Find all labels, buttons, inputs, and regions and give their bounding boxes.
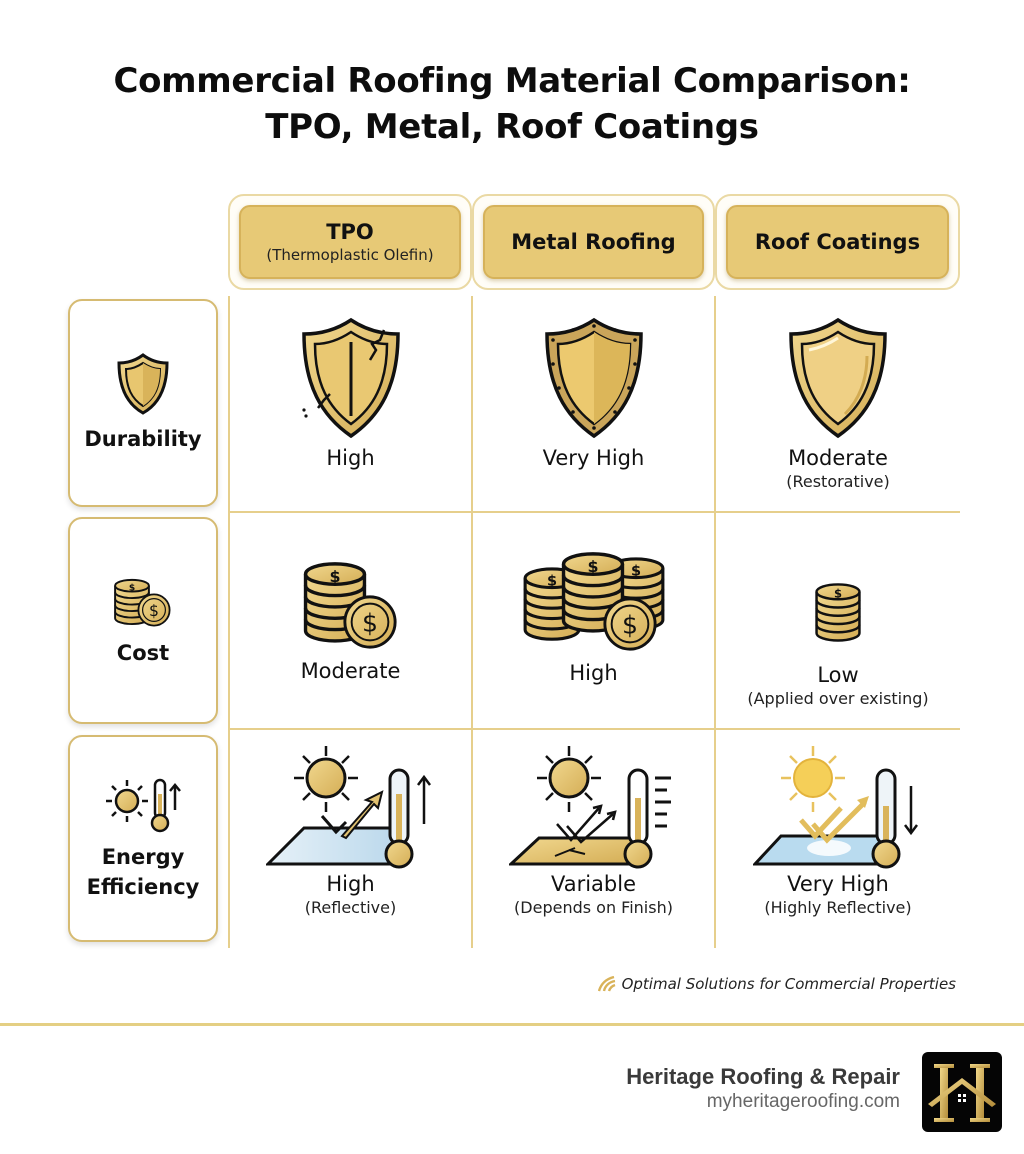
cell-tpo-energy xyxy=(230,744,471,917)
footer-divider xyxy=(0,1023,1024,1026)
row-label: Energy Efficiency xyxy=(86,844,200,899)
column-sublabel: (Thermoplastic Olefin) xyxy=(266,246,434,264)
cell-note: (Reflective) xyxy=(304,898,397,917)
cell-coatings-cost xyxy=(716,577,960,708)
cracked-shield-icon xyxy=(296,316,406,440)
cell-note: (Depends on Finish) xyxy=(514,898,673,917)
cell-value: Variable xyxy=(550,872,637,896)
row-header-cost xyxy=(68,517,218,724)
cell-value: High xyxy=(326,446,375,470)
cell-value: Very High xyxy=(787,872,889,896)
grid-divider xyxy=(228,728,960,730)
column-header-metal xyxy=(472,194,715,290)
house-h-logo-icon xyxy=(922,1052,1002,1132)
tagline-text: Optimal Solutions for Commercial Properties xyxy=(621,975,956,993)
cell-metal-durability xyxy=(473,316,714,470)
cell-note: (Highly Reflective) xyxy=(764,898,912,917)
sun-metal-thermometer-scale-icon xyxy=(509,744,679,870)
title-line-1: Commercial Roofing Material Comparison: xyxy=(113,61,911,101)
row-header-energy-efficiency xyxy=(68,735,218,942)
brand-name: Heritage Roofing & Repair xyxy=(626,1064,900,1089)
cell-tpo-durability xyxy=(230,316,471,470)
column-header-coatings xyxy=(715,194,960,290)
page-title xyxy=(0,58,1024,150)
cell-note: (Applied over existing) xyxy=(747,689,929,708)
row-label: Cost xyxy=(116,640,170,665)
brand-block xyxy=(626,1064,900,1113)
coins-icon xyxy=(112,574,174,630)
cell-coatings-energy xyxy=(716,744,960,917)
cell-tpo-cost xyxy=(230,553,471,683)
coin-stack-icon xyxy=(301,553,401,653)
riveted-shield-icon xyxy=(539,316,649,440)
cell-value: Low xyxy=(817,663,859,687)
column-label: Metal Roofing xyxy=(511,230,676,254)
cell-note: (Restorative) xyxy=(786,472,890,491)
cell-value: High xyxy=(326,872,375,896)
cell-value: Moderate xyxy=(788,446,888,470)
cell-metal-cost xyxy=(473,533,714,685)
small-coin-stack-icon xyxy=(806,577,870,643)
title-line-2: TPO, Metal, Roof Coatings xyxy=(265,107,759,147)
gold-swoosh-icon xyxy=(598,976,616,992)
cell-coatings-durability xyxy=(716,316,960,491)
tagline xyxy=(598,975,956,993)
cell-metal-energy xyxy=(473,744,714,917)
row-label: Durability xyxy=(84,427,202,451)
cell-value: High xyxy=(569,661,618,685)
cell-value: Very High xyxy=(542,446,645,470)
column-label: TPO xyxy=(326,220,374,244)
sun-reflect-thermometer-up-icon xyxy=(266,744,436,870)
sun-coating-thermometer-down-icon xyxy=(753,744,923,870)
grid-divider xyxy=(228,511,960,513)
shield-icon xyxy=(115,352,171,416)
cell-value: Moderate xyxy=(300,659,401,683)
row-header-durability xyxy=(68,299,218,507)
glossy-shield-icon xyxy=(783,316,893,440)
large-coin-stacks-icon xyxy=(521,533,667,655)
column-header-tpo xyxy=(228,194,472,290)
brand-logo xyxy=(922,1052,1002,1132)
column-label: Roof Coatings xyxy=(754,230,921,254)
brand-url[interactable]: myheritageroofing.com xyxy=(706,1091,900,1112)
sun-thermometer-icon xyxy=(103,776,183,834)
